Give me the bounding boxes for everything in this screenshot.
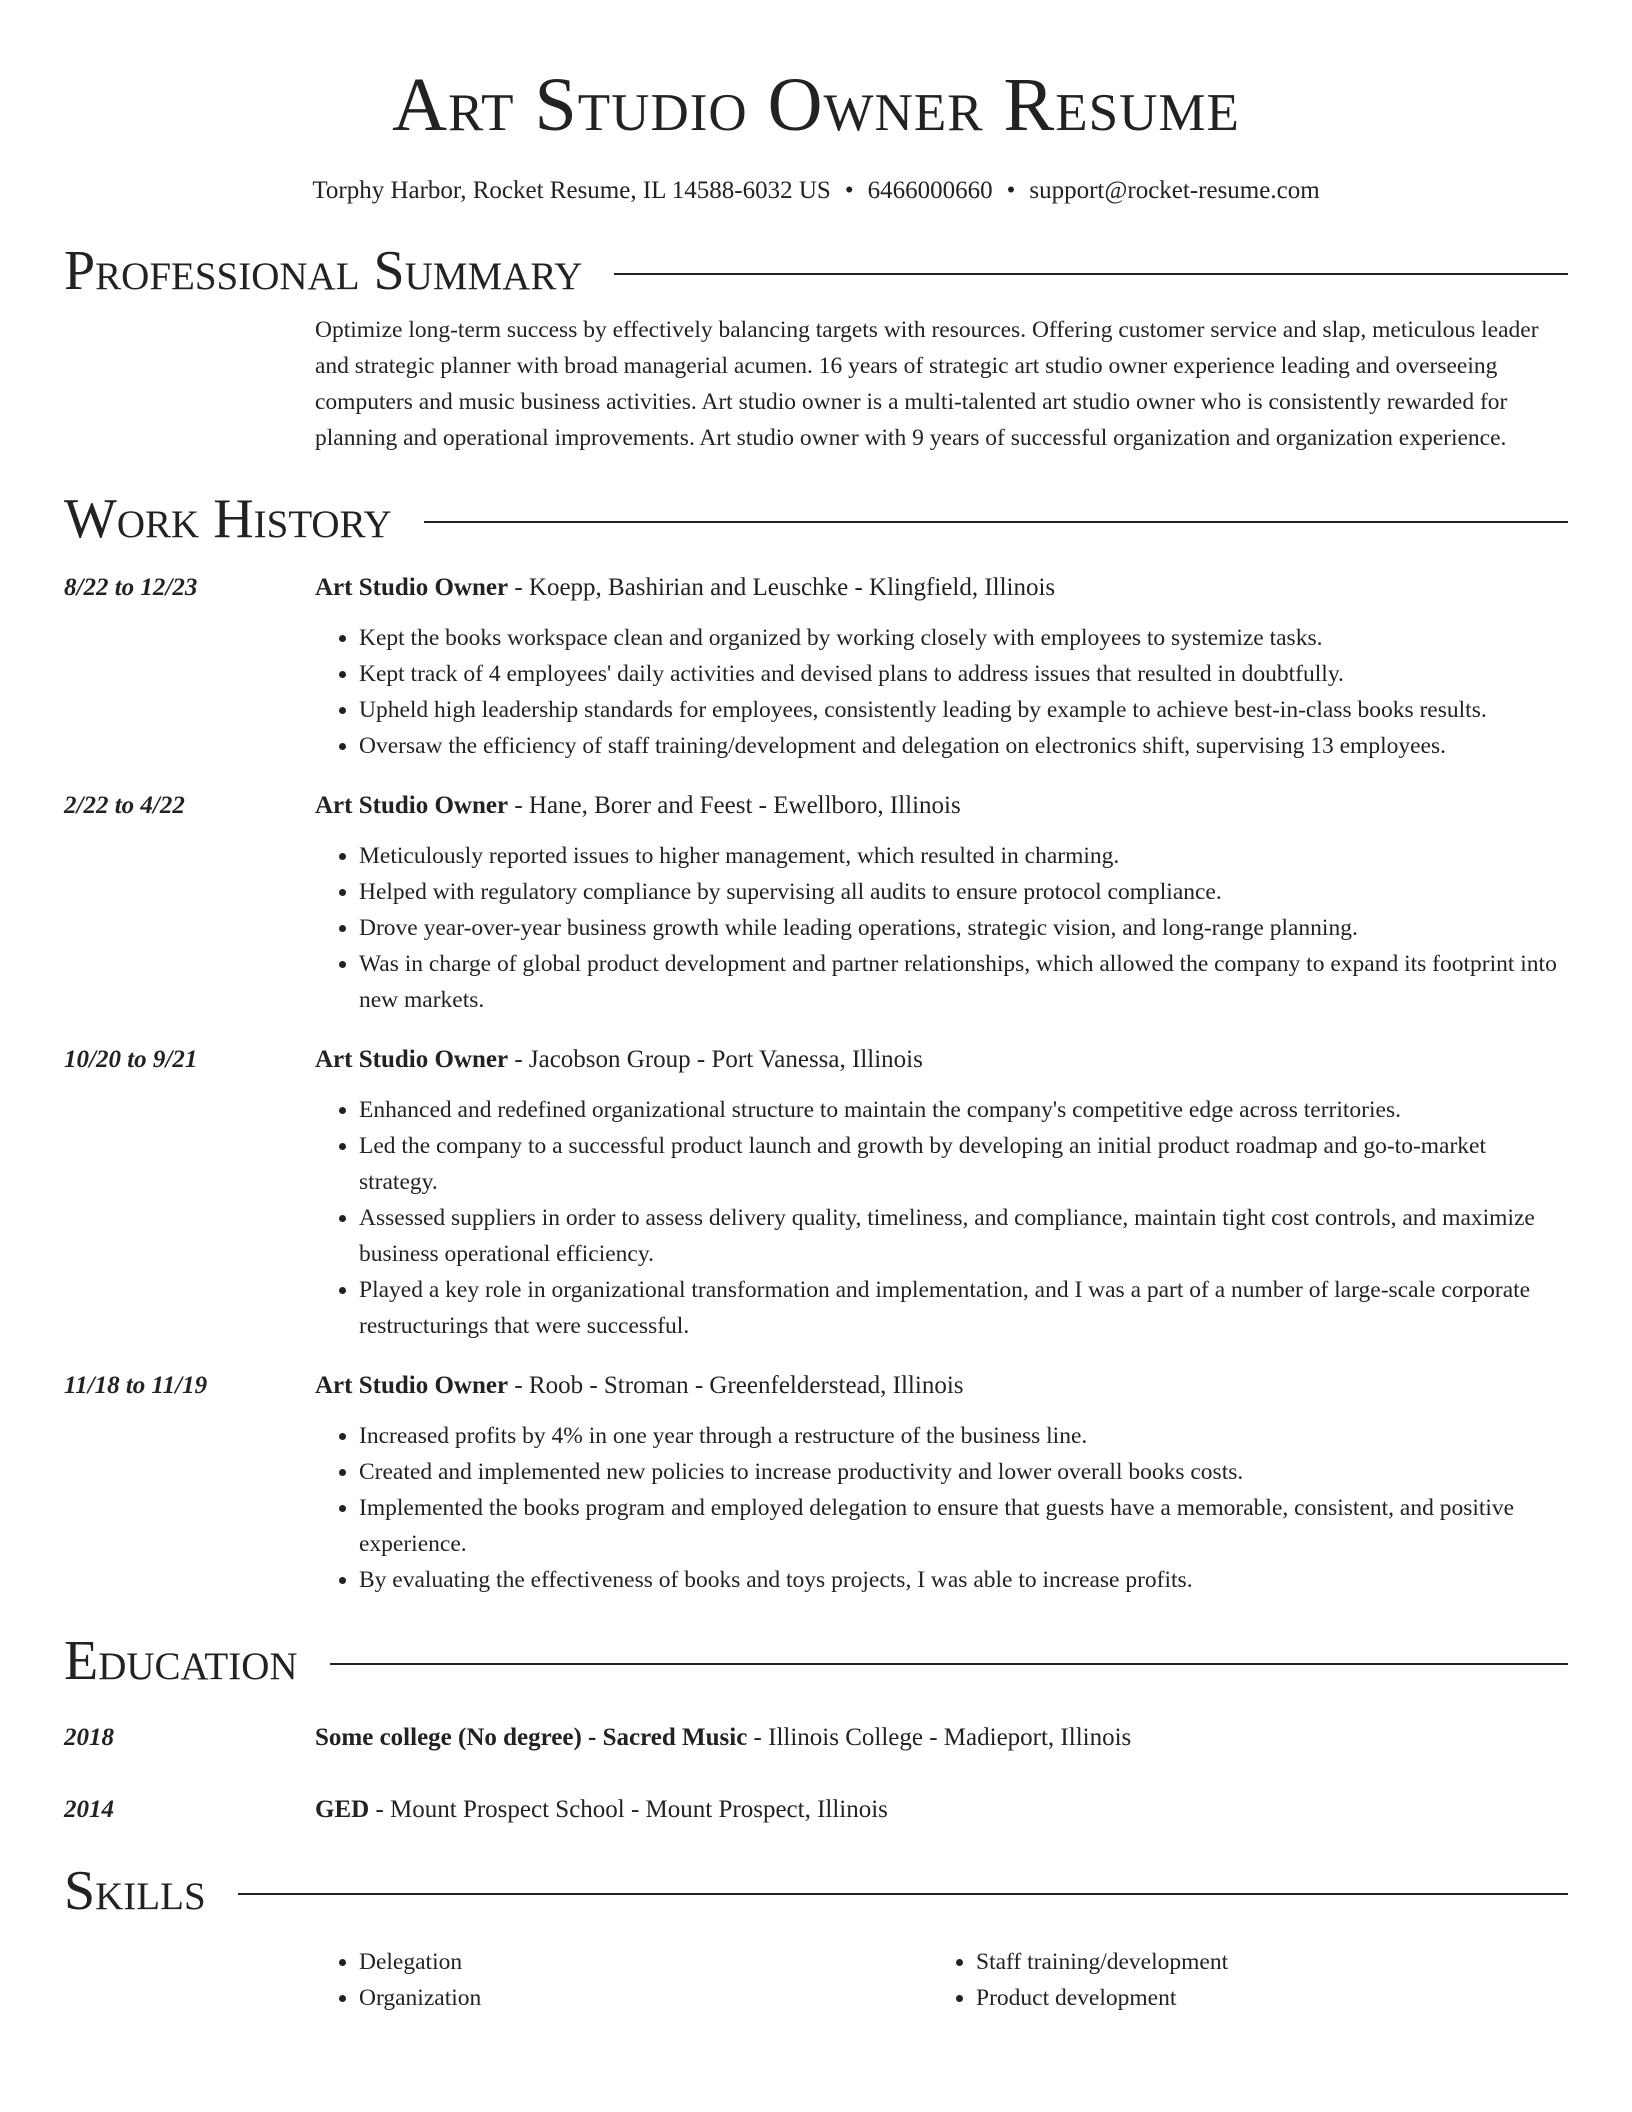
education-date: 2018 — [64, 1724, 114, 1751]
skill-item: • Delegation — [359, 1944, 932, 1980]
job-date: 8/22 to 12/23 — [64, 574, 198, 601]
job-bullet: • Increased profits by 4% in one year through a restructure of the business line. — [359, 1418, 1568, 1454]
job-body — [315, 1042, 1568, 1344]
contact-line — [64, 174, 1568, 208]
skills-column-left — [315, 1944, 932, 2016]
job-bullet: • By evaluating the effectiveness of books and toys projects, I was able to increase profits. — [359, 1562, 1568, 1598]
summary-heading: Professional Summary — [64, 240, 583, 302]
job-bullet: • Led the company to a successful product launch and growth by developing an initial product roadmap and go-to-market strategy. — [359, 1128, 1568, 1200]
job-title-line — [315, 1042, 1568, 1078]
job-details: - Hane, Borer and Feest - Ewellboro, Illinois — [508, 792, 961, 819]
summary-section-header — [64, 238, 1568, 304]
skills-section-header — [64, 1858, 1568, 1924]
contact-address: Torphy Harbor, Rocket Resume, IL 14588-6032 US — [312, 177, 831, 204]
job-bullet: • Enhanced and redefined organizational structure to maintain the company's competitive edge across territories. — [359, 1092, 1568, 1128]
job-body — [315, 1368, 1568, 1598]
job-bullet: • Helped with regulatory compliance by supervising all audits to ensure protocol compliance. — [359, 874, 1568, 910]
job-bullet: • Created and implemented new policies to increase productivity and lower overall books costs. — [359, 1454, 1568, 1490]
education-line — [315, 1720, 1131, 1756]
job-entry — [64, 1368, 1568, 1598]
work-section-header — [64, 486, 1568, 552]
skill-item: • Product development — [976, 1980, 1549, 2016]
education-details: - Illinois College - Madieport, Illinois — [747, 1724, 1132, 1751]
job-date: 10/20 to 9/21 — [64, 1046, 198, 1073]
job-bullet: • Played a key role in organizational transformation and implementation, and I was a part of a number of large-scale corporate restructurings that were successful. — [359, 1272, 1568, 1344]
job-bullets — [315, 1418, 1568, 1598]
education-line — [315, 1792, 888, 1828]
education-entry — [64, 1720, 1568, 1756]
job-bullet: • Was in charge of global product development and partner relationships, which allowed the company to expand its footprint into new markets. — [359, 946, 1568, 1018]
work-history-list — [64, 570, 1568, 1598]
section-divider — [238, 1893, 1568, 1895]
job-title: Art Studio Owner — [315, 1372, 509, 1399]
job-bullet: • Drove year-over-year business growth while leading operations, strategic vision, and long-range planning. — [359, 910, 1568, 946]
resume-title: Art Studio Owner Resume — [392, 63, 1240, 147]
job-details: - Roob - Stroman - Greenfelderstead, Illinois — [508, 1372, 964, 1399]
education-date: 2014 — [64, 1796, 114, 1823]
job-entry — [64, 1042, 1568, 1344]
job-title: Art Studio Owner — [315, 574, 509, 601]
resume-page — [64, 0, 1568, 2016]
skills-column-right — [932, 1944, 1549, 2016]
section-divider — [424, 521, 1568, 523]
job-bullet: • Meticulously reported issues to higher management, which resulted in charming. — [359, 838, 1568, 874]
job-bullet: • Upheld high leadership standards for employees, consistently leading by example to achieve best-in-class books results. — [359, 692, 1568, 728]
job-date: 11/18 to 11/19 — [64, 1372, 208, 1399]
job-bullet: • Assessed suppliers in order to assess delivery quality, timeliness, and compliance, maintain tight cost controls, and maximize business operational efficiency. — [359, 1200, 1568, 1272]
section-divider — [330, 1663, 1568, 1665]
job-entry — [64, 570, 1568, 764]
job-title-line — [315, 1368, 1568, 1404]
job-title-line — [315, 788, 1568, 824]
skill-item: • Staff training/development — [976, 1944, 1549, 1980]
job-body — [315, 570, 1568, 764]
job-details: - Koepp, Bashirian and Leuschke - Klingfield, Illinois — [508, 574, 1056, 601]
skills-heading: Skills — [64, 1860, 206, 1922]
skill-item: • Organization — [359, 1980, 932, 2016]
work-heading: Work History — [64, 488, 392, 550]
education-entry — [64, 1792, 1568, 1828]
education-degree: GED — [315, 1796, 370, 1823]
contact-phone: 6466000660 — [867, 177, 993, 204]
skills-list — [315, 1944, 1568, 2016]
section-divider — [614, 273, 1568, 275]
job-title: Art Studio Owner — [315, 792, 509, 819]
contact-separator: • — [844, 177, 854, 204]
job-body — [315, 788, 1568, 1018]
job-details: - Jacobson Group - Port Vanessa, Illinois — [508, 1046, 923, 1073]
job-title-line — [315, 570, 1568, 606]
job-entry — [64, 788, 1568, 1018]
job-bullets — [315, 620, 1568, 764]
education-section-header — [64, 1628, 1568, 1694]
job-bullet: • Oversaw the efficiency of staff training/development and delegation on electronics shift, supervising 13 employees. — [359, 728, 1568, 764]
job-bullet: • Implemented the books program and employed delegation to ensure that guests have a memorable, consistent, and positive experience. — [359, 1490, 1568, 1562]
job-bullets — [315, 1092, 1568, 1344]
summary-text: Optimize long-term success by effectively balancing targets with resources. Offering customer service and slap, meticulous leader and strategic planner with broad managerial acumen. 16 years of strategic art studio owner experience leading and overseeing computers and music business activities. Art studio owner is a multi-talented art studio owner who is consistently rewarded for planning and operational improvements. Art studio owner with 9 years of successful organization and organization experience. — [315, 317, 1539, 451]
job-bullet: • Kept track of 4 employees' daily activities and devised plans to address issues that resulted in doubtfully. — [359, 656, 1568, 692]
job-bullet: • Kept the books workspace clean and organized by working closely with employees to systemize tasks. — [359, 620, 1568, 656]
education-details: - Mount Prospect School - Mount Prospect, Illinois — [369, 1796, 888, 1823]
job-title: Art Studio Owner — [315, 1046, 509, 1073]
contact-separator: • — [1006, 177, 1016, 204]
job-date: 2/22 to 4/22 — [64, 792, 185, 819]
job-bullets — [315, 838, 1568, 1018]
education-degree: Some college (No degree) - Sacred Music — [315, 1724, 748, 1751]
contact-email: support@rocket-resume.com — [1029, 177, 1320, 204]
education-heading: Education — [64, 1630, 298, 1692]
